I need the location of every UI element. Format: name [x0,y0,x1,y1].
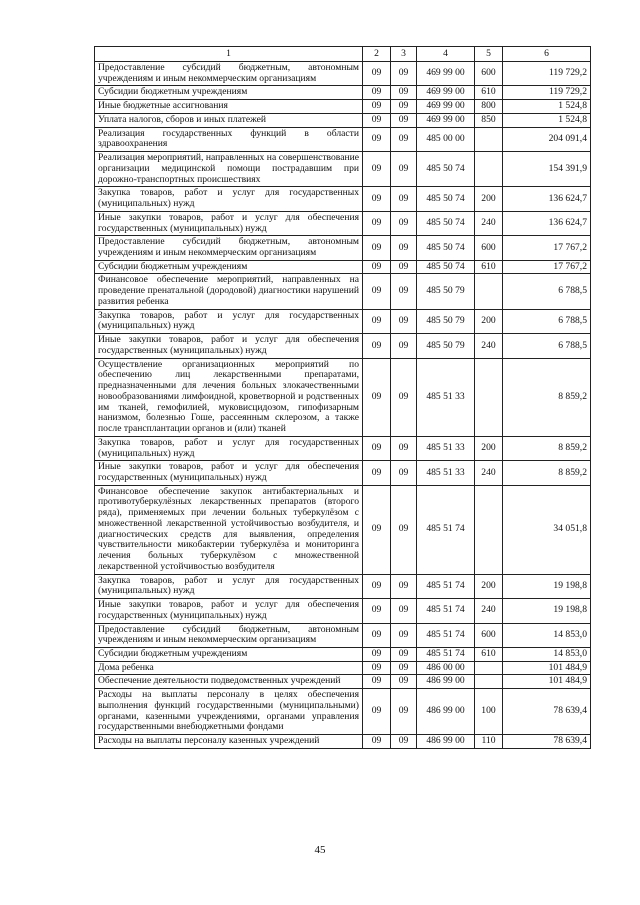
expense-name-cell: Расходы на выплаты персоналу в целях обеспечения выполнения функций государственными (муниципальными) органами, казенными учреждениями, органами управления государственными внебюджетными фондами [95,689,363,735]
table-row [95,485,591,574]
section-code-cell: 09 [363,309,391,333]
target-article-cell: 485 50 79 [417,334,475,358]
section-code-cell: 09 [363,86,391,100]
amount-cell: 136 624,7 [503,187,591,211]
subsection-code-cell: 09 [391,436,417,460]
expense-type-cell [475,152,503,187]
expense-name-cell: Реализация мероприятий, направленных на совершенствование организации медицинской помощи пострадавшим при дорожно-транспортных происшествиях [95,152,363,187]
table-row [95,574,591,598]
table-row [95,358,591,436]
expense-name-cell: Финансовое обеспечение закупок антибактериальных и противотуберкулёзных лекарственных препаратов (второго ряда), применяемых при лечении больных туберкулёзом с множественной лекарственной устойчивостью возбудителя, и диагностических средств для выявления, определения чувствительности микобактерии туберкулёза и мониторинга лечения больных туберкулёзом с множественной лекарственной устойчивостью возбудителя [95,485,363,574]
section-code-cell: 09 [363,661,391,675]
section-code-cell: 09 [363,461,391,485]
amount-cell: 101 484,9 [503,675,591,689]
section-code-cell: 09 [363,689,391,735]
amount-cell: 6 788,5 [503,309,591,333]
expense-type-cell: 240 [475,461,503,485]
target-article-cell: 469 99 00 [417,86,475,100]
table-row [95,86,591,100]
table-row [95,152,591,187]
expense-type-cell [475,485,503,574]
table-row [95,309,591,333]
section-code-cell: 09 [363,436,391,460]
subsection-code-cell: 09 [391,86,417,100]
section-code-cell: 09 [363,211,391,235]
expense-name-cell: Осуществление организационных мероприятий по обеспечению лиц лекарственными препаратами, предназначенными для лечения больных злокачественными новообразованиями лимфоидной, кроветворной и родственных им тканей, гемофилией, муковисцидозом, гипофизарным нанизмом, болезнью Гоше, рассеянным склерозом, а также после трансплантации органов и (или) тканей [95,358,363,436]
subsection-code-cell: 09 [391,661,417,675]
section-code-cell: 09 [363,100,391,114]
expense-name-cell: Иные закупки товаров, работ и услуг для обеспечения государственных (муниципальных) нужд [95,211,363,235]
subsection-code-cell: 09 [391,236,417,260]
target-article-cell: 485 51 33 [417,436,475,460]
header-cell: 6 [503,47,591,62]
expense-name-cell: Финансовое обеспечение мероприятий, направленных на проведение пренатальной (дородовой) диагностики нарушений развития ребенка [95,274,363,309]
expense-type-cell: 200 [475,574,503,598]
table-row [95,675,591,689]
target-article-cell: 485 00 00 [417,127,475,151]
section-code-cell: 09 [363,260,391,274]
expense-type-cell: 600 [475,236,503,260]
target-article-cell: 486 99 00 [417,689,475,735]
target-article-cell: 486 00 00 [417,661,475,675]
expense-name-cell: Предоставление субсидий бюджетным, автономным учреждениям и иным некоммерческим организациям [95,623,363,647]
section-code-cell: 09 [363,485,391,574]
expense-name-cell: Расходы на выплаты персоналу казенных учреждений [95,735,363,749]
section-code-cell: 09 [363,274,391,309]
subsection-code-cell: 09 [391,461,417,485]
expense-type-cell [475,127,503,151]
table-row [95,113,591,127]
section-code-cell: 09 [363,599,391,623]
table-row [95,260,591,274]
subsection-code-cell: 09 [391,574,417,598]
section-code-cell: 09 [363,187,391,211]
budget-table [94,46,591,749]
header-cell: 3 [391,47,417,62]
section-code-cell: 09 [363,574,391,598]
target-article-cell: 485 50 74 [417,211,475,235]
expense-type-cell: 600 [475,623,503,647]
target-article-cell: 485 51 74 [417,485,475,574]
section-code-cell: 09 [363,334,391,358]
expense-type-cell: 610 [475,260,503,274]
table-row [95,62,591,86]
section-code-cell: 09 [363,623,391,647]
expense-type-cell: 850 [475,113,503,127]
subsection-code-cell: 09 [391,675,417,689]
target-article-cell: 486 99 00 [417,735,475,749]
amount-cell: 119 729,2 [503,86,591,100]
table-row [95,334,591,358]
target-article-cell: 469 99 00 [417,100,475,114]
amount-cell: 154 391,9 [503,152,591,187]
amount-cell: 8 859,2 [503,461,591,485]
subsection-code-cell: 09 [391,735,417,749]
target-article-cell: 485 50 74 [417,187,475,211]
target-article-cell: 485 51 33 [417,461,475,485]
table-row [95,461,591,485]
table-row [95,661,591,675]
expense-type-cell: 610 [475,647,503,661]
subsection-code-cell: 09 [391,485,417,574]
section-code-cell: 09 [363,735,391,749]
expense-type-cell: 610 [475,86,503,100]
amount-cell: 6 788,5 [503,274,591,309]
header-cell: 2 [363,47,391,62]
expense-name-cell: Субсидии бюджетным учреждениям [95,647,363,661]
table-row [95,100,591,114]
section-code-cell: 09 [363,62,391,86]
expense-name-cell: Иные бюджетные ассигнования [95,100,363,114]
section-code-cell: 09 [363,647,391,661]
amount-cell: 119 729,2 [503,62,591,86]
header-cell: 1 [95,47,363,62]
subsection-code-cell: 09 [391,623,417,647]
subsection-code-cell: 09 [391,647,417,661]
target-article-cell: 485 50 74 [417,152,475,187]
expense-type-cell: 200 [475,309,503,333]
expense-name-cell: Предоставление субсидий бюджетным, автономным учреждениям и иным некоммерческим организациям [95,62,363,86]
expense-name-cell: Уплата налогов, сборов и иных платежей [95,113,363,127]
target-article-cell: 485 50 79 [417,274,475,309]
expense-type-cell: 240 [475,599,503,623]
subsection-code-cell: 09 [391,211,417,235]
target-article-cell: 485 50 74 [417,260,475,274]
subsection-code-cell: 09 [391,274,417,309]
subsection-code-cell: 09 [391,127,417,151]
section-code-cell: 09 [363,675,391,689]
subsection-code-cell: 09 [391,358,417,436]
subsection-code-cell: 09 [391,113,417,127]
expense-type-cell: 240 [475,211,503,235]
amount-cell: 1 524,8 [503,100,591,114]
amount-cell: 1 524,8 [503,113,591,127]
amount-cell: 6 788,5 [503,334,591,358]
subsection-code-cell: 09 [391,309,417,333]
expense-name-cell: Субсидии бюджетным учреждениям [95,260,363,274]
amount-cell: 14 853,0 [503,623,591,647]
subsection-code-cell: 09 [391,599,417,623]
header-row [95,47,591,62]
table-row [95,187,591,211]
target-article-cell: 485 51 74 [417,599,475,623]
expense-name-cell: Закупка товаров, работ и услуг для государственных (муниципальных) нужд [95,436,363,460]
amount-cell: 19 198,8 [503,574,591,598]
expense-type-cell: 600 [475,62,503,86]
expense-name-cell: Иные закупки товаров, работ и услуг для обеспечения государственных (муниципальных) нужд [95,599,363,623]
amount-cell: 34 051,8 [503,485,591,574]
expense-name-cell: Иные закупки товаров, работ и услуг для обеспечения государственных (муниципальных) нужд [95,461,363,485]
amount-cell: 8 859,2 [503,436,591,460]
table-row [95,599,591,623]
subsection-code-cell: 09 [391,62,417,86]
section-code-cell: 09 [363,113,391,127]
amount-cell: 78 639,4 [503,689,591,735]
subsection-code-cell: 09 [391,260,417,274]
table-row [95,236,591,260]
table-row [95,436,591,460]
subsection-code-cell: 09 [391,689,417,735]
target-article-cell: 485 50 79 [417,309,475,333]
expense-type-cell [475,274,503,309]
target-article-cell: 485 50 74 [417,236,475,260]
expense-type-cell: 200 [475,436,503,460]
amount-cell: 204 091,4 [503,127,591,151]
expense-name-cell: Закупка товаров, работ и услуг для государственных (муниципальных) нужд [95,574,363,598]
subsection-code-cell: 09 [391,187,417,211]
expense-name-cell: Дома ребенка [95,661,363,675]
expense-type-cell [475,358,503,436]
target-article-cell: 485 51 74 [417,574,475,598]
amount-cell: 14 853,0 [503,647,591,661]
subsection-code-cell: 09 [391,100,417,114]
amount-cell: 136 624,7 [503,211,591,235]
amount-cell: 8 859,2 [503,358,591,436]
target-article-cell: 469 99 00 [417,62,475,86]
expense-name-cell: Субсидии бюджетным учреждениям [95,86,363,100]
amount-cell: 78 639,4 [503,735,591,749]
table-row [95,274,591,309]
section-code-cell: 09 [363,358,391,436]
expense-type-cell: 200 [475,187,503,211]
expense-name-cell: Реализация государственных функций в области здравоохранения [95,127,363,151]
target-article-cell: 485 51 74 [417,623,475,647]
header-cell: 4 [417,47,475,62]
table-row [95,647,591,661]
table-row [95,127,591,151]
expense-type-cell [475,675,503,689]
target-article-cell: 485 51 33 [417,358,475,436]
expense-type-cell: 240 [475,334,503,358]
subsection-code-cell: 09 [391,152,417,187]
target-article-cell: 485 51 74 [417,647,475,661]
amount-cell: 17 767,2 [503,260,591,274]
expense-name-cell: Обеспечение деятельности подведомственных учреждений [95,675,363,689]
expense-type-cell: 110 [475,735,503,749]
expense-name-cell: Предоставление субсидий бюджетным, автономным учреждениям и иным некоммерческим организациям [95,236,363,260]
expense-type-cell: 100 [475,689,503,735]
amount-cell: 19 198,8 [503,599,591,623]
table-row [95,211,591,235]
table-row [95,623,591,647]
expense-name-cell: Закупка товаров, работ и услуг для государственных (муниципальных) нужд [95,187,363,211]
page-number: 45 [314,844,326,856]
expense-name-cell: Закупка товаров, работ и услуг для государственных (муниципальных) нужд [95,309,363,333]
expense-type-cell: 800 [475,100,503,114]
subsection-code-cell: 09 [391,334,417,358]
header-cell: 5 [475,47,503,62]
amount-cell: 101 484,9 [503,661,591,675]
expense-name-cell: Иные закупки товаров, работ и услуг для обеспечения государственных (муниципальных) нужд [95,334,363,358]
table-row [95,735,591,749]
section-code-cell: 09 [363,152,391,187]
section-code-cell: 09 [363,236,391,260]
amount-cell: 17 767,2 [503,236,591,260]
target-article-cell: 486 99 00 [417,675,475,689]
expense-type-cell [475,661,503,675]
section-code-cell: 09 [363,127,391,151]
target-article-cell: 469 99 00 [417,113,475,127]
table-row [95,689,591,735]
